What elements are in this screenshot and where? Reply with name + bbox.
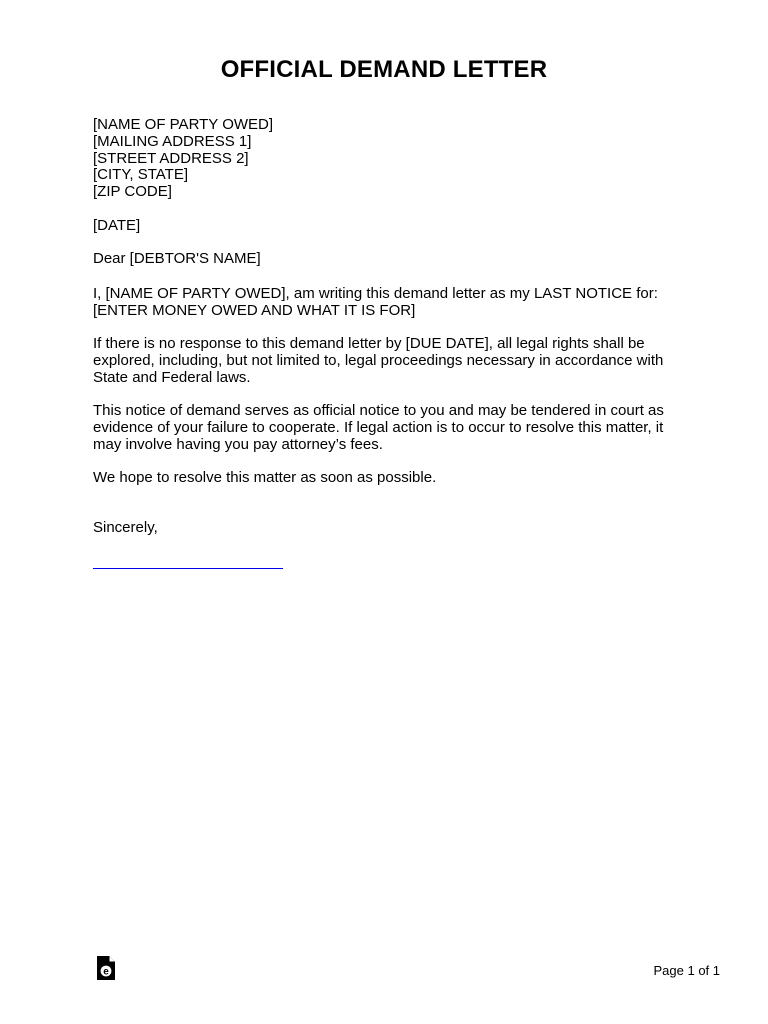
address-line-city-state: [CITY, STATE] <box>93 166 189 184</box>
closing: Sincerely, <box>93 519 158 536</box>
address-line-party-owed: [NAME OF PARTY OWED] <box>93 116 274 133</box>
address-line-mailing: [MAILING ADDRESS 1] <box>93 132 252 150</box>
svg-text:e: e <box>103 966 109 978</box>
document-title: OFFICIAL DEMAND LETTER <box>220 56 548 83</box>
paragraph-last-notice: I, [NAME OF PARTY OWED], am writing this demand letter as my LAST NOTICE for: [ENTER MONEY OWED AND WHAT IT IS FOR] <box>93 285 658 319</box>
page-number: Page 1 of 1 <box>653 963 720 978</box>
address-line-zip: [ZIP CODE] <box>93 183 172 201</box>
salutation: Dear [DEBTOR'S NAME] <box>93 250 261 267</box>
paragraph-legal-rights: If there is no response to this demand letter by [DUE DATE], all legal rights shall be explored, including, but not limited to, legal proceedings necessary in accordance with State and Federal laws. <box>93 335 664 386</box>
address-block <box>93 117 678 201</box>
signature-line[interactable] <box>93 568 283 569</box>
paragraph-official-notice: This notice of demand serves as official notice to you and may be tendered in court as evidence of your failure to cooperate. If legal action is to occur to resolve this matter, it may involve having you pay attorney’s fees. <box>93 402 664 453</box>
document-e-logo-icon <box>96 955 116 981</box>
paragraph-resolve: We hope to resolve this matter as soon as possible. <box>93 469 437 486</box>
address-line-street: [STREET ADDRESS 2] <box>93 149 249 167</box>
letter-date: [DATE] <box>93 217 141 234</box>
